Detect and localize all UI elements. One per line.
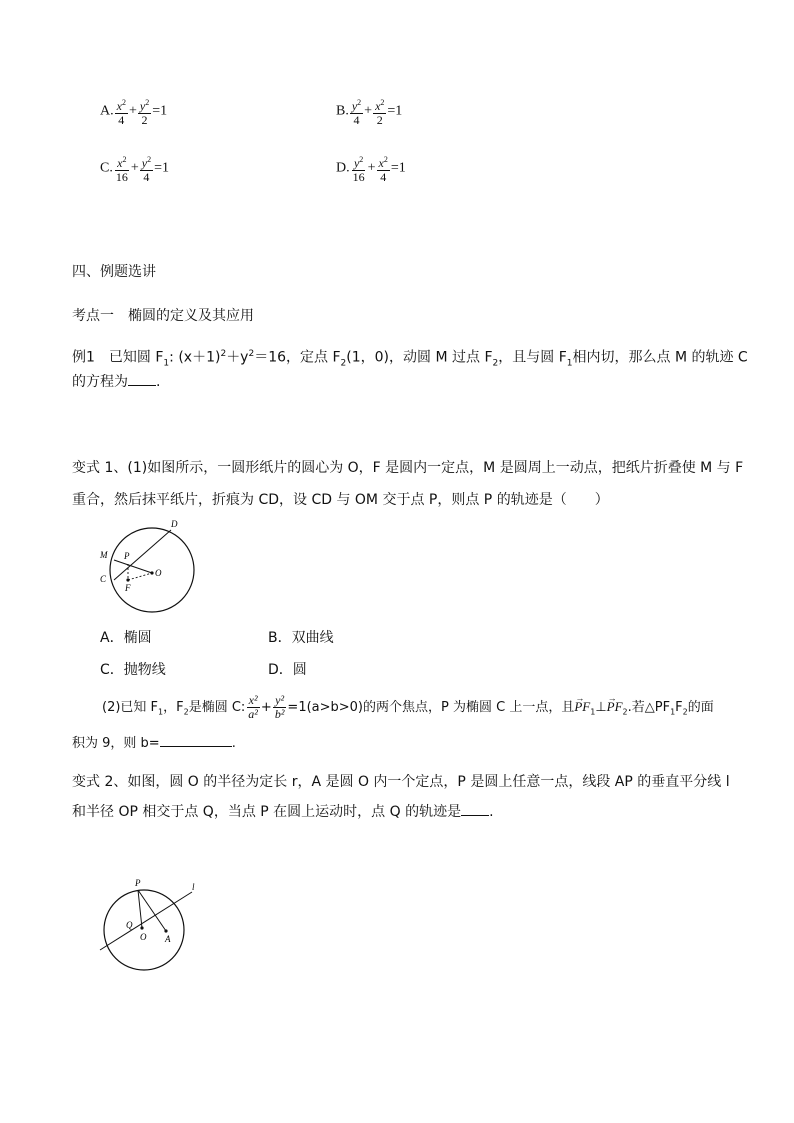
choice-d[interactable]: D. $\frac{y^2}{16}$ + $\frac{x^2}{4}$ =1 xyxy=(336,155,406,184)
label-o-2: O xyxy=(140,932,147,942)
dashed-fo xyxy=(128,573,152,580)
example1-line1: 例1 已知圆 $F_1$: $(x+1)^2+y^2=16$，定点 $F_2(1$，0)，动圆 M 过点 $F_2$，且与圆 $F_1$相内切，那么点 M 的轨迹 C xyxy=(72,349,748,369)
section-title: 四、例题选讲 xyxy=(72,264,156,280)
choice-b[interactable]: B. $\frac{y^2}{4}$ + $\frac{x^2}{2}$ =1 xyxy=(336,98,403,127)
point-f xyxy=(126,578,129,581)
option-c[interactable]: C．抛物线 xyxy=(100,662,166,678)
figure-circle-2 xyxy=(104,890,184,970)
answer-blank[interactable] xyxy=(128,385,156,386)
segment-mo xyxy=(114,560,152,573)
topic-heading: 考点一 椭圆的定义及其应用 xyxy=(72,308,254,324)
example1-line2: 的方程为 . xyxy=(72,374,161,390)
variant1-part2-line2: 积为 9，则 b= . xyxy=(72,736,236,751)
label-l: l xyxy=(192,882,195,892)
fold-circle-figure xyxy=(96,516,200,616)
label-p: P xyxy=(124,551,130,561)
label-m: M xyxy=(100,550,108,560)
label-c: C xyxy=(100,574,107,584)
label-p-2: P xyxy=(135,878,141,888)
variant2-line2: 和半径 OP 相交于点 Q，当点 P 在圆上运动时，点 Q 的轨迹是 . xyxy=(72,804,494,820)
bisector-circle-figure xyxy=(96,876,206,974)
point-a xyxy=(164,929,167,932)
crease-cd xyxy=(114,530,171,580)
option-b[interactable]: B．双曲线 xyxy=(268,630,334,646)
point-o-2 xyxy=(140,926,143,929)
variant1-line2: 重合，然后抹平纸片，折痕为 CD，设 CD 与 OM 交于点 P，则点 P 的轨迹是（ ） xyxy=(72,492,609,508)
choice-c[interactable]: C. $\frac{x^2}{16}$ + $\frac{y^2}{4}$ =1 xyxy=(100,155,169,184)
choice-a[interactable]: A. $\frac{x^2}{4}$ + $\frac{y^2}{2}$ =1 xyxy=(100,98,168,127)
answer-blank-b[interactable] xyxy=(160,746,232,747)
figure-circle xyxy=(110,528,194,612)
label-d: D xyxy=(171,519,178,529)
point-o xyxy=(150,571,153,574)
option-a[interactable]: A．椭圆 xyxy=(100,630,152,646)
variant1-line1: 变式 1、(1)如图所示，一圆形纸片的圆心为 O，F 是圆内一定点，M 是圆周上一动点，把纸片折叠使 M 与 F xyxy=(72,460,744,476)
label-o: O xyxy=(155,568,162,578)
variant1-part2-line1: (2)已知 $F_1$，$F_2$是椭圆 C: $\frac{\text{x²}}{\text{a²}}$ + $\frac{\text{y²}}{\text{b²}}$ =1(a>b>0)的两个焦点，P 为椭圆 C 上一点，且→ $PF_1\perp\to PF_2$.若$\triangle PF_1F_2$的面 xyxy=(102,694,714,723)
variant2-line1: 变式 2、如图，圆 O 的半径为定长 r，A 是圆 O 内一个定点，P 是圆上任意一点，线段 AP 的垂直平分线 l xyxy=(72,774,730,790)
label-f: F xyxy=(125,583,131,593)
option-d[interactable]: D．圆 xyxy=(268,662,307,678)
label-q: Q xyxy=(126,920,133,930)
answer-blank-q[interactable] xyxy=(461,815,489,816)
label-a: A xyxy=(165,934,171,944)
